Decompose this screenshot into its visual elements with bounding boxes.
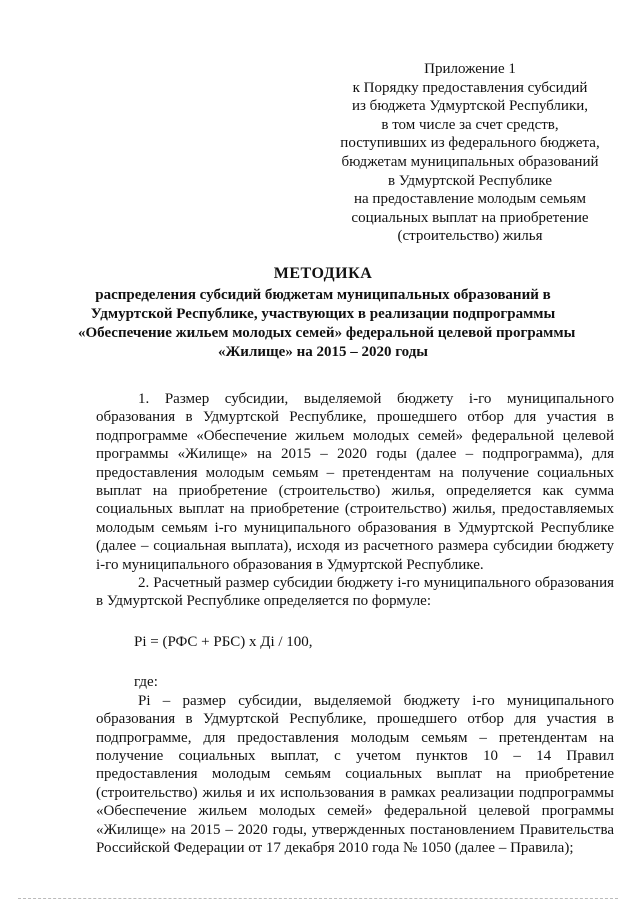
appendix-line: поступивших из федерального бюджета, bbox=[340, 135, 600, 152]
where-label: где: bbox=[134, 674, 158, 691]
title-line: Удмуртской Республике, участвующих в реализации подпрограммы bbox=[90, 306, 556, 322]
appendix-header bbox=[330, 60, 610, 246]
appendix-line: на предоставление молодым семьям bbox=[354, 191, 586, 208]
appendix-line: из бюджета Удмуртской Республики, bbox=[351, 98, 589, 115]
appendix-line: в Удмуртской Республике bbox=[388, 172, 552, 189]
document-title bbox=[78, 264, 576, 362]
title-line: «Жилище» на 2015 – 2020 годы bbox=[217, 344, 429, 360]
appendix-line: Приложение 1 bbox=[424, 61, 516, 77]
paragraph-3: Pi – размер субсидии, выделяемой бюджету i-го муниципального образования в Удмуртской Республике, прошедшего отбор для участия в подпрограмме, для предоставления молодым семьям – претендентам на получение социальных выплат, с учетом пунктов 10 – 14 Правил предоставления молодым семьям социальных выплат на приобретение (строительство) жилья и их использования в рамках реализации подпрограммы «Обеспечение жильем молодых семей» федеральной целевой программы «Жилище» на 2015 – 2020 годы, утвержденных постановлением Правительства Российской Федерации от 17 декабря 2010 года № 1050 (далее – Правила); bbox=[96, 692, 614, 856]
appendix-line: бюджетам муниципальных образований bbox=[341, 153, 599, 170]
title-line: распределения субсидий бюджетам муниципальных образований в bbox=[95, 287, 551, 303]
title-line: «Обеспечение жильем молодых семей» федеральной целевой программы bbox=[78, 325, 576, 341]
appendix-line: (строительство) жилья bbox=[397, 228, 543, 245]
formula: Pi = (РФС + РБС) x Дi / 100, bbox=[134, 633, 313, 650]
document-body bbox=[96, 390, 614, 857]
paragraph-2: 2. Расчетный размер субсидии бюджету i-го муниципального образования в Удмуртской Республике определяется по формуле: bbox=[96, 575, 614, 610]
appendix-line: к Порядку предоставления субсидий bbox=[352, 79, 588, 96]
title-main: МЕТОДИКА bbox=[273, 265, 373, 282]
appendix-line: в том числе за счет средств, bbox=[381, 116, 559, 133]
appendix-line: социальных выплат на приобретение bbox=[351, 209, 589, 226]
scan-edge-divider bbox=[18, 898, 618, 899]
paragraph-1: 1. Размер субсидии, выделяемой бюджету i-го муниципального образования в Удмуртской Республике, прошедшего отбор для участия в подпрограмме «Обеспечение жильем молодых семей» федеральной целевой программы «Жилище» на 2015 – 2020 годы (далее – подпрограмма), для предоставления молодым семьям – претендентам на получение социальных выплат на приобретение (строительство) жилья, определяется как сумма социальных выплат на приобретение (строительство) жилья, предоставляемых молодым семьям i-го муниципального образования в Удмуртской Республике (далее – социальная выплата), исходя из расчетного размера субсидии бюджету i-го муниципального образования в Удмуртской Республике. bbox=[96, 391, 614, 573]
